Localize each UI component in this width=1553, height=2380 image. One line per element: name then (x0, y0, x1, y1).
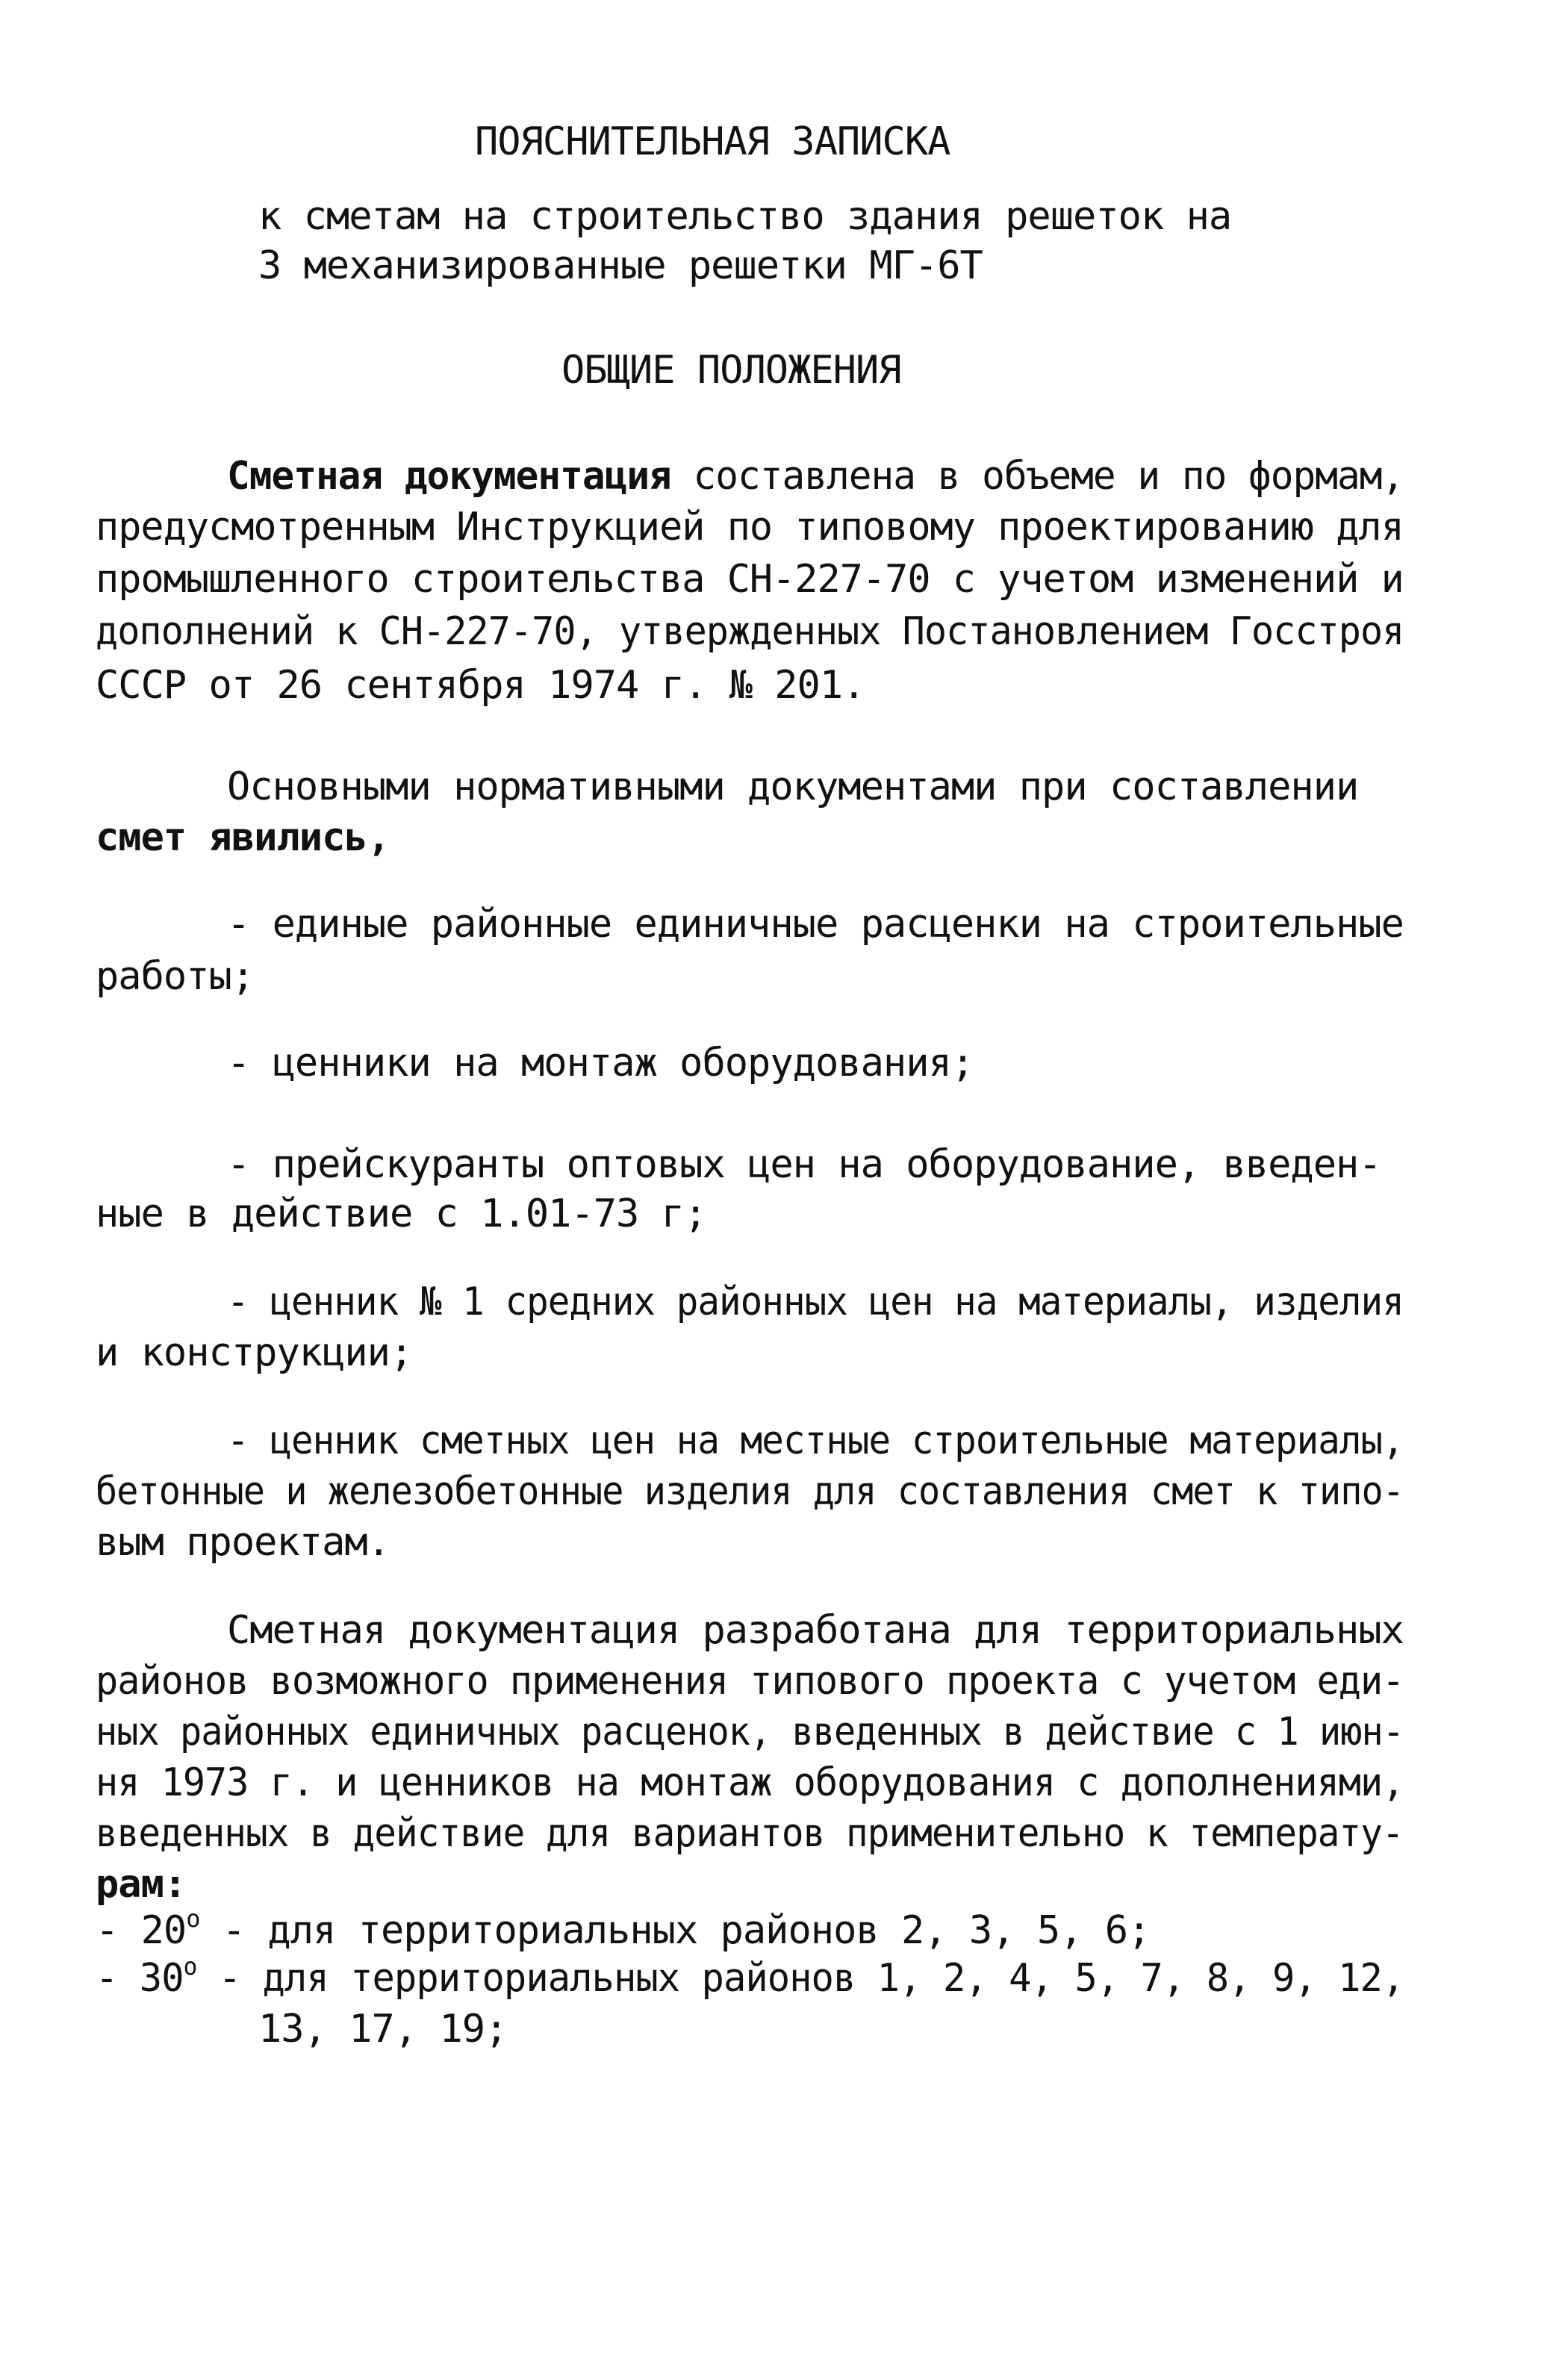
paragraph-3-line-6: рам: (96, 1862, 187, 1907)
paragraph-3-line-1: Сметная документация разработана для территориальных (227, 1608, 1404, 1653)
paragraph-3-line-5: введенных в действие для вариантов применительно к температу- (96, 1811, 1404, 1856)
temperature-line-2 (96, 1952, 1404, 2001)
temperature-line-2-continuation: 13, 17, 19; (258, 2007, 508, 2052)
temperature-2-text: - для территориальных районов 1, 2, 4, 5, 7, 8, 9, 12, (196, 1956, 1404, 2001)
temperature-1-degree: о (186, 1904, 200, 1933)
paragraph-1-line-1-rest: составлена в объеме и по формам, (670, 454, 1404, 499)
list-item-2-line-1: - ценники на монтаж оборудования; (227, 1041, 974, 1085)
temperature-1-prefix: - 20 (96, 1908, 187, 1953)
paragraph-3-line-2: районов возможного применения типового проекта с учетом еди- (96, 1659, 1404, 1704)
list-item-5-line-3: вым проектам. (96, 1520, 390, 1565)
paragraph-1-line-1 (227, 454, 1404, 499)
document-title: ПОЯСНИТЕЛЬНАЯ ЗАПИСКА (475, 119, 950, 164)
temperature-1-text: - для территориальных районов 2, 3, 5, 6; (199, 1908, 1151, 1953)
paragraph-3-line-4: ня 1973 г. и ценников на монтаж оборудования с дополнениями, (96, 1760, 1404, 1805)
paragraph-1-line-4: дополнений к СН-227-70, утвержденных Постановлением Госстроя (96, 609, 1404, 654)
temperature-line-1 (96, 1904, 1151, 1953)
paragraph-2-line-1: Основными нормативными документами при составлении (227, 764, 1359, 809)
paragraph-1-line-3: промышленного строительства СН-227-70 с учетом изменений и (96, 557, 1404, 602)
section-heading: ОБЩИЕ ПОЛОЖЕНИЯ (561, 348, 901, 393)
list-item-4-line-2: и конструкции; (96, 1330, 413, 1375)
paragraph-1-line-5: СССР от 26 сентября 1974 г. № 201. (96, 663, 865, 708)
subtitle-line-2: 3 механизированные решетки МГ-6Т (258, 243, 983, 288)
paragraph-1-lead: Сметная документация (227, 454, 671, 499)
subtitle-line-1: к сметам на строительство здания решеток на (258, 194, 1232, 239)
temperature-2-degree: о (183, 1952, 197, 1981)
list-item-5-line-1: - ценник сметных цен на местные строительные материалы, (227, 1418, 1404, 1463)
paragraph-1-line-2: предусмотренным Инструкцией по типовому проектированию для (96, 505, 1404, 549)
paragraph-3-line-3: ных районных единичных расценок, введенных в действие с 1 июн- (96, 1710, 1404, 1754)
list-item-3-line-1: - прейскуранты оптовых цен на оборудование, введен- (227, 1142, 1381, 1187)
list-item-3-line-2: ные в действие с 1.01-73 г; (96, 1191, 707, 1236)
list-item-5-line-2: бетонные и железобетонные изделия для составления смет к типо- (96, 1469, 1404, 1514)
list-item-1-line-1: - единые районные единичные расценки на строительные (227, 902, 1404, 947)
list-item-4-line-1: - ценник № 1 средних районных цен на материалы, изделия (227, 1280, 1404, 1324)
temperature-2-prefix: - 30 (96, 1956, 184, 2001)
list-item-1-line-2: работы; (96, 954, 255, 999)
paragraph-2-line-2: смет явились, (96, 815, 390, 860)
